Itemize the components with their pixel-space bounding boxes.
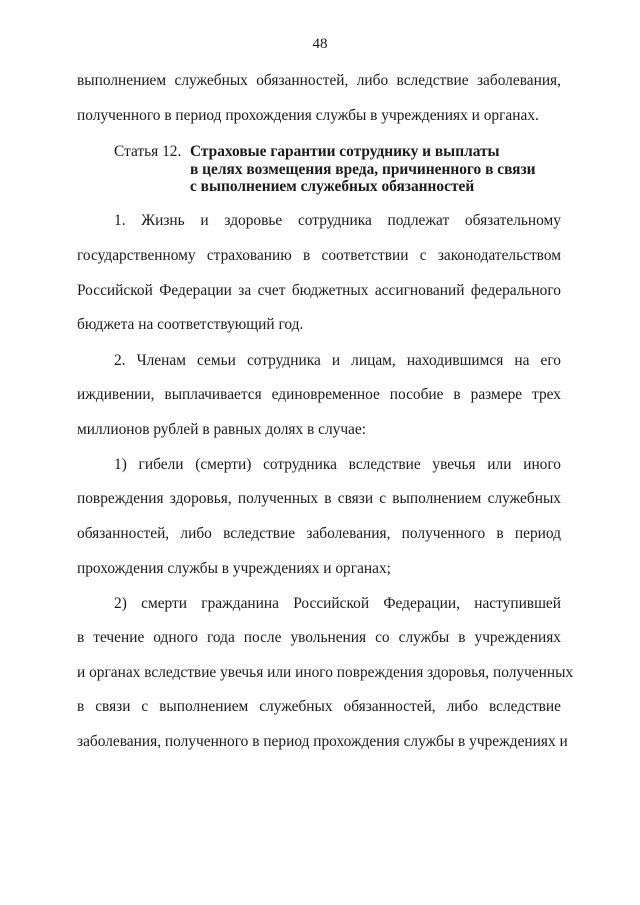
paragraph-line: государственному страхованию в соответствии с законодательством	[77, 247, 561, 264]
paragraph-line: 2) смерти гражданина Российской Федерации, наступившей	[114, 595, 561, 612]
paragraph-line: в связи с выполнением служебных обязанностей, либо вследствие	[77, 698, 561, 715]
paragraph-line: бюджета на соответствующий год.	[77, 316, 304, 333]
paragraph-line: повреждения здоровья, полученных в связи с выполнением служебных	[77, 490, 561, 507]
paragraph-line: миллионов рублей в равных долях в случае:	[77, 421, 366, 438]
paragraph-line: в течение одного года после увольнения со службы в учреждениях	[77, 629, 561, 646]
paragraph-line: Российской Федерации за счет бюджетных ассигнований федерального	[77, 282, 561, 299]
paragraph-line: 1) гибели (смерти) сотрудника вследствие увечья или иного	[114, 456, 561, 473]
paragraph-line: прохождения службы в учреждениях и органах;	[77, 560, 391, 577]
paragraph-line: полученного в период прохождения службы в учреждениях и органах.	[77, 107, 539, 124]
paragraph-line: заболевания, полученного в период прохождения службы в учреждениях и	[77, 733, 568, 750]
article-label: Статья 12.	[114, 143, 182, 160]
paragraph-line: 1. Жизнь и здоровье сотрудника подлежат обязательному	[114, 212, 561, 229]
article-title-line: Страховые гарантии сотруднику и выплаты	[190, 143, 500, 160]
paragraph-line: 2. Членам семьи сотрудника и лицам, находившимся на его	[114, 352, 561, 369]
paragraph-line: и органах вследствие увечья или иного повреждения здоровья, полученных	[77, 664, 574, 681]
page-number: 48	[312, 36, 328, 52]
article-title-line: в целях возмещения вреда, причиненного в связи	[190, 161, 536, 178]
paragraph-line: иждивении, выплачивается единовременное пособие в размере трех	[77, 386, 561, 403]
paragraph-line: выполнением служебных обязанностей, либо вследствие заболевания,	[77, 72, 561, 89]
article-title-line: с выполнением служебных обязанностей	[190, 178, 475, 195]
paragraph-line: обязанностей, либо вследствие заболевания, полученного в период	[77, 525, 561, 542]
